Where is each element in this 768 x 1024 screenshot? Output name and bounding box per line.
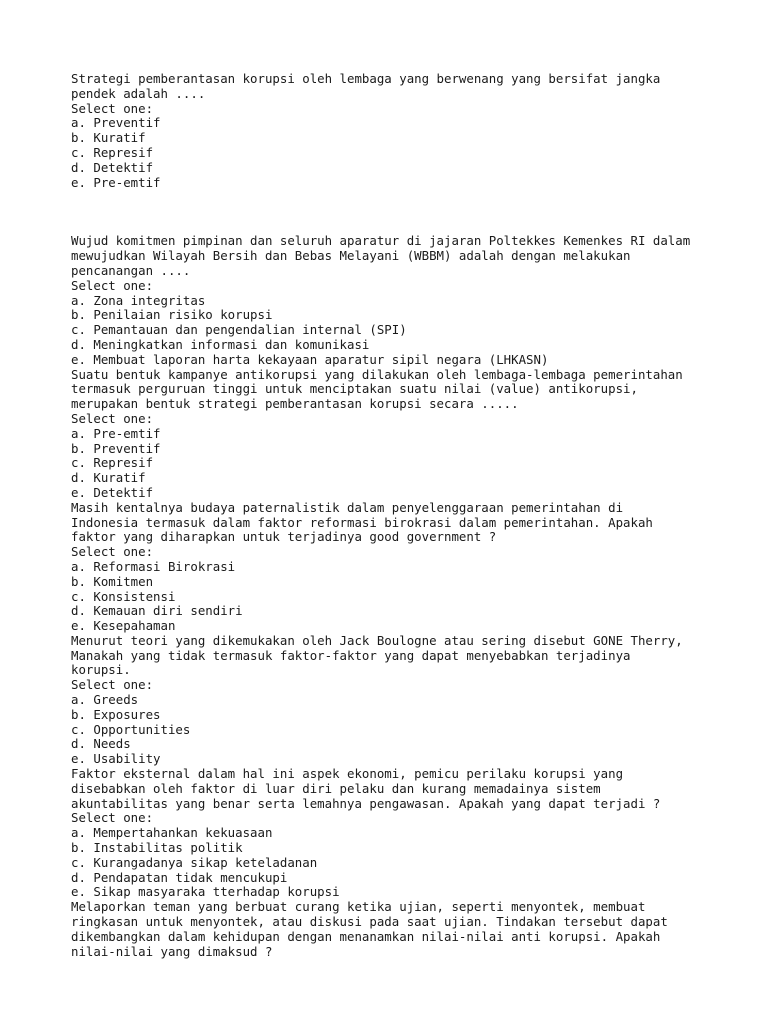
document-page [71, 72, 731, 959]
answer-option: c. Pemantauan dan pengendalian internal (SPI) [71, 322, 407, 338]
question-text-line: dikembangkan dalam kehidupan dengan menanamkan nilai-nilai anti korupsi. Apakah [71, 928, 661, 944]
answer-option: c. Kurangadanya sikap keteladanan [71, 854, 318, 870]
question-text-line: Menurut teori yang dikemukakan oleh Jack Boulogne atau sering disebut GONE Therry, [71, 632, 683, 648]
answer-option: c. Represif [71, 144, 154, 160]
answer-option: c. Represif [71, 455, 154, 471]
answer-option: d. Needs [71, 736, 131, 752]
question-text-line: mewujudkan Wilayah Bersih dan Bebas Melayani (WBBM) adalah dengan melakukan [71, 248, 631, 264]
question-text-line: Manakah yang tidak termasuk faktor-faktor yang dapat menyebabkan terjadinya [71, 647, 631, 663]
answer-option: a. Reformasi Birokrasi [71, 558, 236, 574]
question-text-line: faktor yang diharapkan untuk terjadinya good government ? [71, 529, 497, 545]
answer-option: b. Komitmen [71, 573, 154, 589]
question-text-line: akuntabilitas yang benar serta lemahnya pengawasan. Apakah yang dapat terjadi ? [71, 795, 661, 811]
answer-option: d. Kemauan diri sendiri [71, 603, 243, 619]
answer-option: c. Opportunities [71, 721, 191, 737]
select-one-label: Select one: [71, 544, 154, 560]
answer-option: b. Preventif [71, 440, 161, 456]
answer-option: b. Kuratif [71, 130, 146, 146]
answer-option: e. Membuat laporan harta kekayaan aparatur sipil negara (LHKASN) [71, 351, 549, 367]
select-one-label: Select one: [71, 677, 154, 693]
question-block [71, 900, 731, 959]
answer-option: a. Pre-emtif [71, 425, 161, 441]
answer-option: d. Meningkatkan informasi dan komunikasi [71, 336, 370, 352]
question-block [71, 234, 731, 367]
question-text-line: Faktor eksternal dalam hal ini aspek ekonomi, pemicu perilaku korupsi yang [71, 766, 624, 782]
question-text-line: ringkasan untuk menyontek, atau diskusi pada saat ujian. Tindakan tersebut dapat [71, 914, 668, 930]
answer-option: d. Pendapatan tidak mencukupi [71, 869, 288, 885]
answer-option: e. Usability [71, 751, 161, 767]
question-text-line: termasuk perguruan tinggi untuk menciptakan suatu nilai (value) antikorupsi, [71, 381, 638, 397]
question-text-line: Strategi pemberantasan korupsi oleh lembaga yang berwenang yang bersifat jangka [71, 71, 661, 86]
answer-option: a. Greeds [71, 692, 139, 708]
answer-option: e. Sikap masyaraka tterhadap korupsi [71, 884, 340, 900]
question-block [71, 368, 731, 501]
answer-option: d. Kuratif [71, 470, 146, 486]
question-block [71, 767, 731, 900]
answer-option: e. Kesepahaman [71, 618, 176, 634]
question-text-line: pencanangan .... [71, 262, 191, 278]
question-text-line: merupakan bentuk strategi pemberantasan korupsi secara ..... [71, 396, 519, 412]
question-text-line: Masih kentalnya budaya paternalistik dalam penyelenggaraan pemerintahan di [71, 499, 624, 515]
question-block [71, 501, 731, 634]
answer-option: e. Detektif [71, 484, 154, 500]
question-block [71, 634, 731, 767]
answer-option: b. Instabilitas politik [71, 840, 243, 856]
answer-option: a. Zona integritas [71, 292, 206, 308]
answer-option: b. Exposures [71, 706, 161, 722]
select-one-label: Select one: [71, 410, 154, 426]
answer-option: a. Mempertahankan kekuasaan [71, 825, 273, 841]
select-one-label: Select one: [71, 810, 154, 826]
select-one-label: Select one: [71, 100, 154, 116]
answer-option: a. Preventif [71, 115, 161, 131]
question-block [71, 72, 731, 190]
question-text-line: Indonesia termasuk dalam faktor reformasi birokrasi dalam pemerintahan. Apakah [71, 514, 653, 530]
question-text-line: nilai-nilai yang dimaksud ? [71, 943, 273, 959]
question-text-line: disebabkan oleh faktor di luar diri pelaku dan kurang memadainya sistem [71, 780, 601, 796]
answer-option: b. Penilaian risiko korupsi [71, 307, 273, 323]
question-text-line: pendek adalah .... [71, 85, 206, 101]
answer-option: e. Pre-emtif [71, 174, 161, 190]
question-text-line: korupsi. [71, 662, 131, 678]
section-spacer [71, 190, 731, 234]
select-one-label: Select one: [71, 277, 154, 293]
answer-option: d. Detektif [71, 159, 154, 175]
question-text-line: Suatu bentuk kampanye antikorupsi yang dilakukan oleh lembaga-lembaga pemerintahan [71, 366, 683, 382]
question-text-line: Wujud komitmen pimpinan dan seluruh aparatur di jajaran Poltekkes Kemenkes RI dalam [71, 233, 691, 249]
answer-option: c. Konsistensi [71, 588, 176, 604]
question-text-line: Melaporkan teman yang berbuat curang ketika ujian, seperti menyontek, membuat [71, 899, 646, 915]
